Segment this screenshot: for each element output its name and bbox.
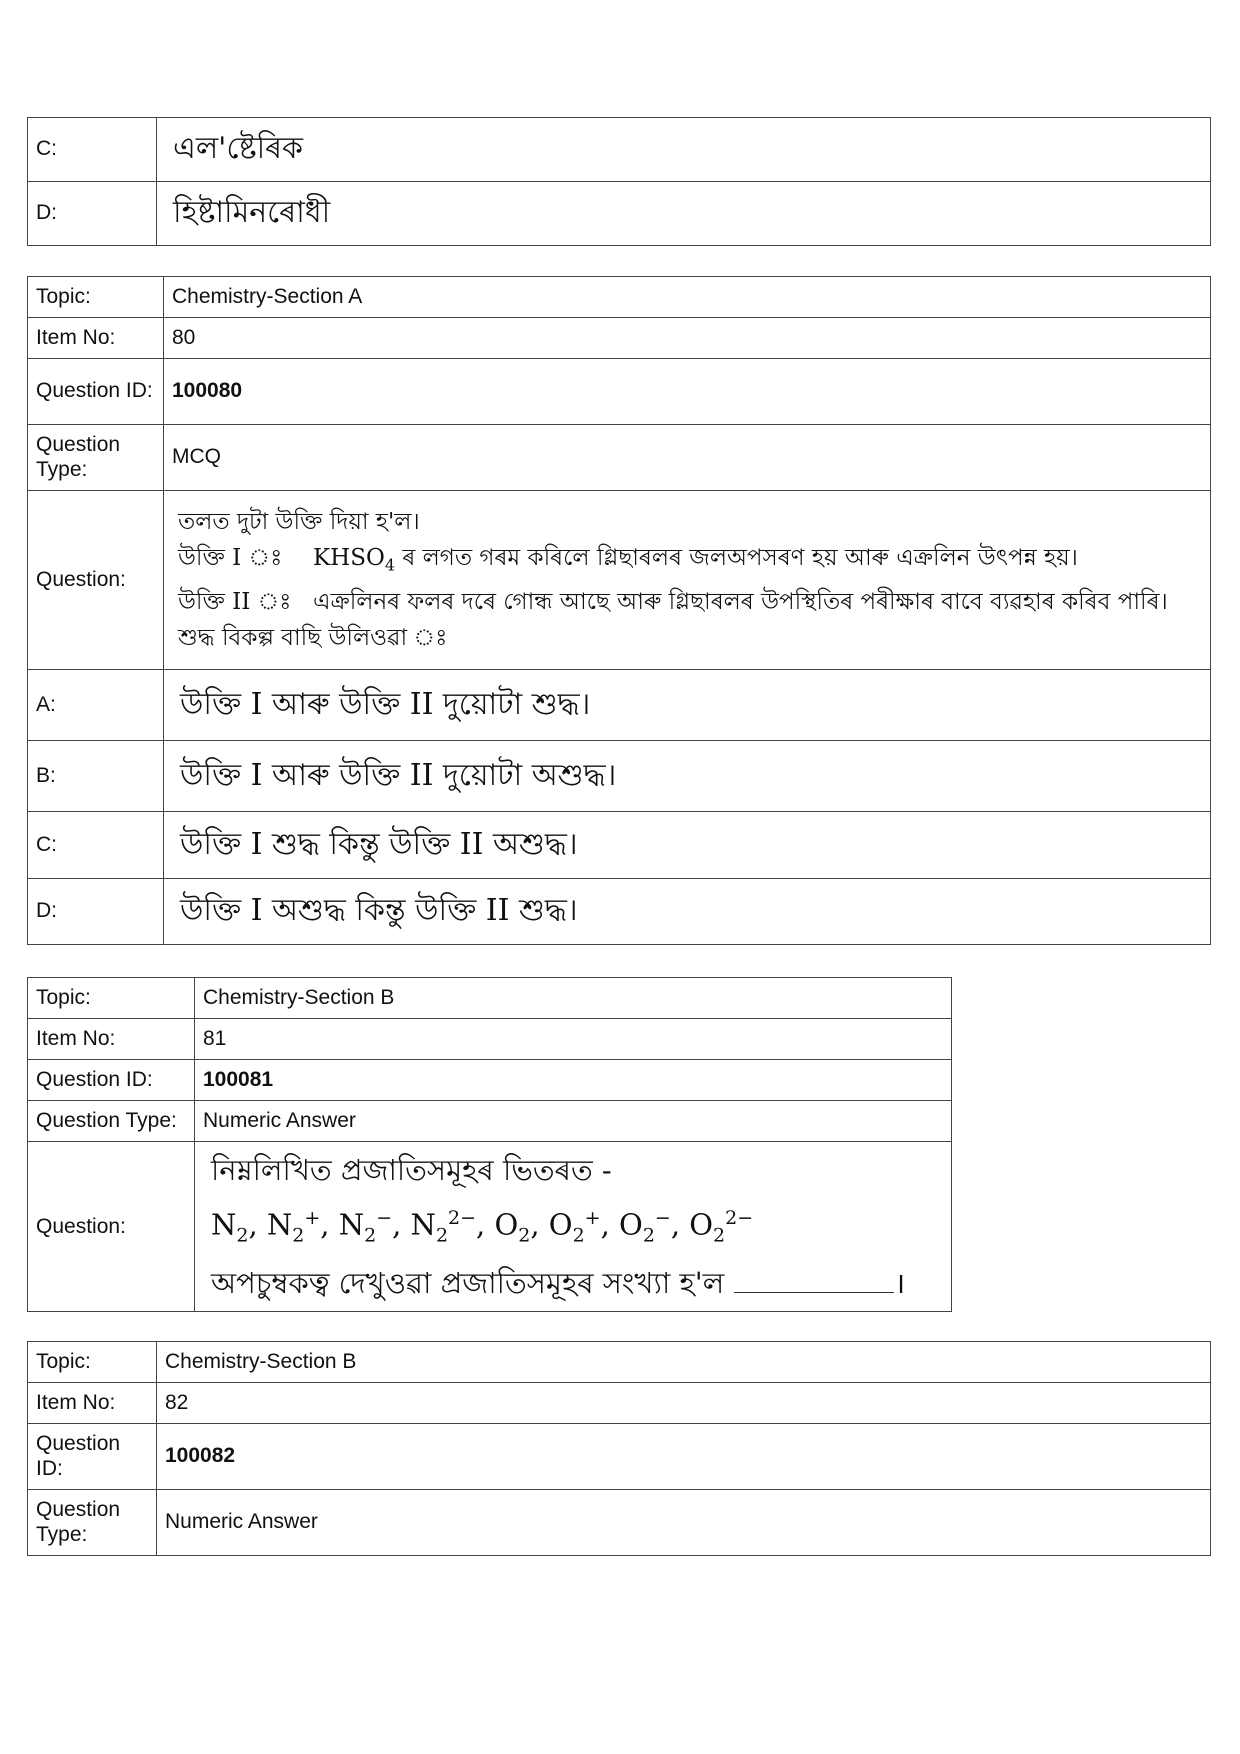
question-body xyxy=(164,491,1211,670)
question-label: Question: xyxy=(28,491,164,670)
option-key: C: xyxy=(28,812,164,879)
statement-1 xyxy=(178,540,1202,584)
item-value: 81 xyxy=(195,1019,952,1060)
choose-instruction: শুদ্ধ বিকল্প বাছি উলিওৱা ঃ xyxy=(178,624,448,651)
option-key: D: xyxy=(28,879,164,945)
question-type-value: Numeric Answer xyxy=(157,1490,1211,1556)
question-label: Question: xyxy=(28,1142,195,1312)
option-text: এল'ষ্টেৰিক xyxy=(157,118,1211,182)
option-text: উক্তি I শুদ্ধ কিন্তু উক্তি II অশুদ্ধ। xyxy=(164,812,1211,879)
statement-1-chem-subscript: 4 xyxy=(384,555,396,575)
option-text: হিষ্টামিনৰোধী xyxy=(157,182,1211,246)
question-id-label: Question ID: xyxy=(28,359,164,425)
option-key: B: xyxy=(28,741,164,812)
question-line-3 xyxy=(211,1259,943,1307)
question-line-1: নিম্নলিখিত প্ৰজাতিসমূহৰ ভিতৰত - xyxy=(211,1153,612,1187)
option-key: D: xyxy=(28,182,157,246)
option-text: উক্তি I অশুদ্ধ কিন্তু উক্তি II শুদ্ধ। xyxy=(164,879,1211,945)
item-label: Item No: xyxy=(28,1019,195,1060)
prev-options-table xyxy=(27,117,1211,246)
statement-1-text: ৰ লগত গৰম কৰিলে গ্লিছাৰলৰ জলঅপসৰণ হয় আৰু এক্ৰলিন উৎপন্ন হয়। xyxy=(402,545,1078,572)
statement-1-chem: KHSO xyxy=(313,545,385,572)
topic-label: Topic: xyxy=(28,978,195,1019)
question-line-3-text: অপচুম্বকত্ব দেখুওৱা প্ৰজাতিসমূহৰ সংখ্যা হ'ল xyxy=(211,1266,725,1301)
question-id-label: Question ID: xyxy=(28,1424,157,1490)
question-id-label: Question ID: xyxy=(28,1060,195,1101)
species-list: $N_2$, $N_2^+$, $N_2^-$, $N_2^{2-}$, $O_2$, $O_2^+$, $O_2^-$, $O_2^{2-}$ xyxy=(211,1207,754,1247)
question-line-3-end: । xyxy=(894,1266,906,1301)
question-body xyxy=(195,1142,952,1312)
item-value: 82 xyxy=(157,1383,1211,1424)
topic-value: Chemistry-Section B xyxy=(195,978,952,1019)
statement-2-text: এক্ৰলিনৰ ফলৰ দৰে গোন্ধ আছে আৰু গ্লিছাৰলৰ উপস্থিতিৰ পৰীক্ষাৰ বাবে ব্যৱহাৰ কৰিব পাৰি। xyxy=(313,588,1168,615)
question-80-table xyxy=(27,276,1211,945)
statement-2-label: উক্তি II ঃ xyxy=(178,588,292,615)
statement-2 xyxy=(178,584,1202,620)
question-82-table xyxy=(27,1341,1211,1556)
question-81-table xyxy=(27,977,952,1312)
item-label: Item No: xyxy=(28,1383,157,1424)
option-key: C: xyxy=(28,118,157,182)
option-text: উক্তি I আৰু উক্তি II দুয়োটা শুদ্ধ। xyxy=(164,670,1211,741)
topic-label: Topic: xyxy=(28,1342,157,1383)
question-type-value: MCQ xyxy=(164,425,1211,491)
topic-value: Chemistry-Section A xyxy=(164,277,1211,318)
statement-1-label: উক্তি I ঃ xyxy=(178,545,283,572)
question-id-value: 100080 xyxy=(164,359,1211,425)
question-id-value: 100082 xyxy=(157,1424,1211,1490)
question-id-value: 100081 xyxy=(195,1060,952,1101)
question-type-label: Question Type: xyxy=(28,1490,157,1556)
option-text: উক্তি I আৰু উক্তি II দুয়োটা অশুদ্ধ। xyxy=(164,741,1211,812)
question-type-value: Numeric Answer xyxy=(195,1101,952,1142)
answer-blank xyxy=(734,1266,894,1293)
item-value: 80 xyxy=(164,318,1211,359)
question-type-label: Question Type: xyxy=(28,425,164,491)
topic-label: Topic: xyxy=(28,277,164,318)
option-key: A: xyxy=(28,670,164,741)
question-type-label: Question Type: xyxy=(28,1101,195,1142)
topic-value: Chemistry-Section B xyxy=(157,1342,1211,1383)
item-label: Item No: xyxy=(28,318,164,359)
question-intro: তলত দুটা উক্তি দিয়া হ'ল। xyxy=(178,509,420,536)
